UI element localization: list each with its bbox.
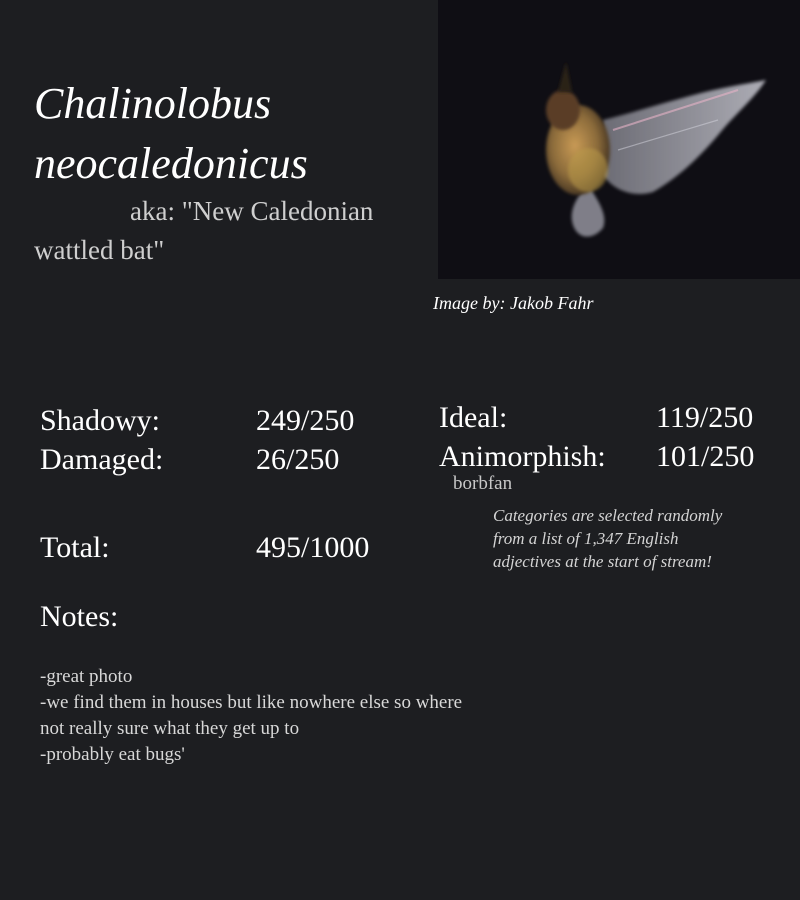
scientific-name-line-1: Chalinolobus	[34, 79, 272, 128]
common-name: aka: "New Caledonian wattled bat"	[34, 196, 374, 265]
scientific-name-line-2: neocaledonicus	[34, 139, 308, 188]
damaged-value: 26/250	[256, 443, 340, 476]
bat-illustration	[438, 0, 800, 279]
shadowy-label: Shadowy:	[40, 404, 160, 437]
image-credit: Image by: Jakob Fahr	[433, 293, 594, 313]
note-item: -we find them in houses but like nowhere else so where	[40, 692, 463, 713]
categories-note: Categories are selected randomly from a list of 1,347 English adjectives at the start of stream!	[493, 506, 723, 571]
animorphish-value: 101/250	[656, 440, 755, 473]
note-item: -great photo	[40, 666, 133, 687]
ideal-value: 119/250	[656, 401, 754, 434]
note-item: -probably eat bugs'	[40, 744, 185, 765]
notes-list	[40, 664, 520, 768]
bat-photo	[438, 0, 800, 279]
species-scientific-name	[34, 74, 414, 194]
contributor-name: borbfan	[453, 473, 513, 494]
note-item: not really sure what they get up to	[40, 718, 300, 739]
shadowy-value: 249/250	[256, 404, 355, 437]
ideal-label: Ideal:	[439, 401, 508, 434]
total-value: 495/1000	[256, 531, 370, 564]
notes-heading: Notes:	[40, 600, 119, 633]
damaged-label: Damaged:	[40, 443, 164, 476]
animorphish-label: Animorphish:	[439, 440, 606, 473]
total-label: Total:	[40, 531, 110, 564]
